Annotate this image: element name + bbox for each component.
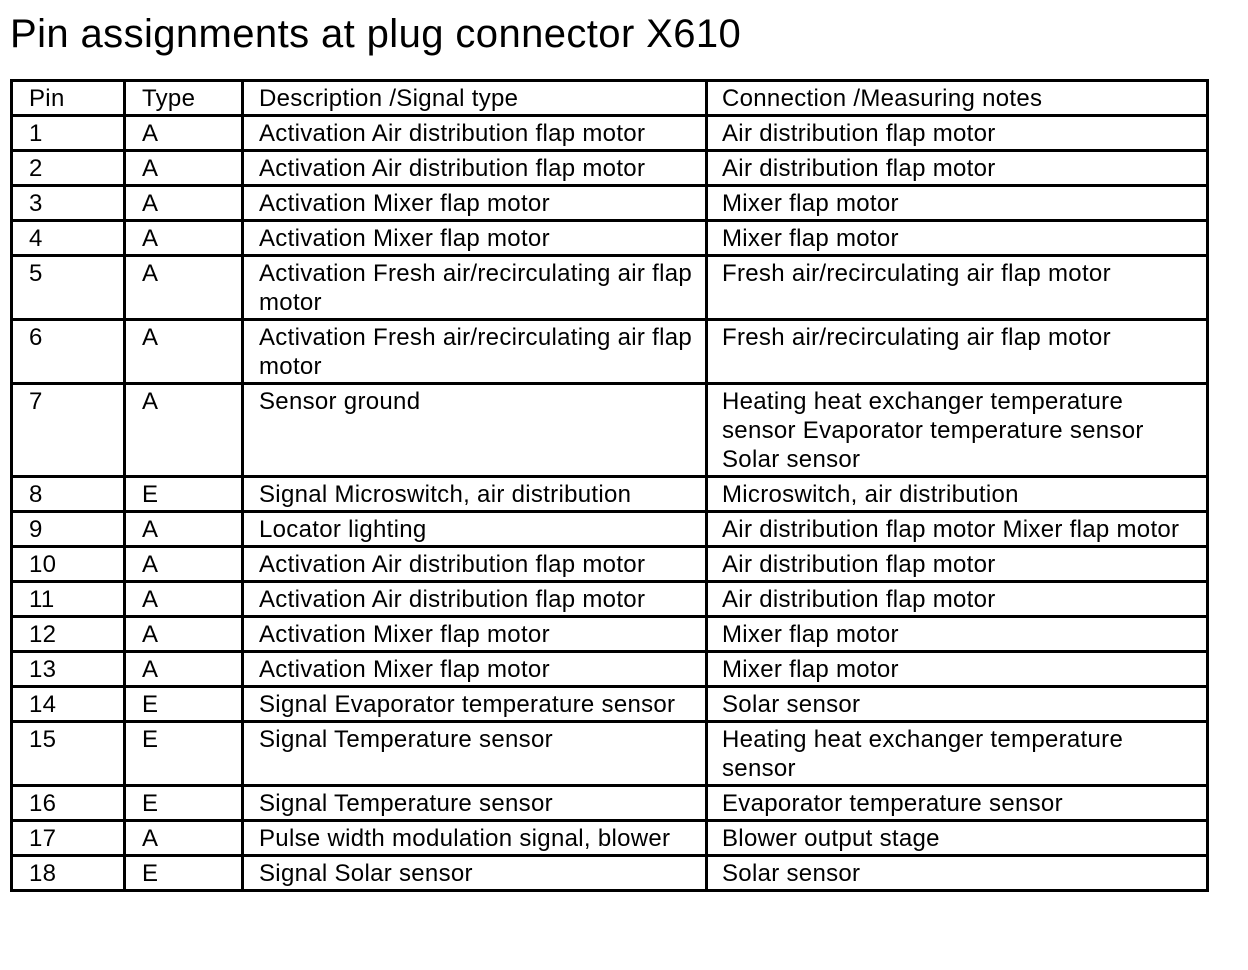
table-header-row [12,81,1208,116]
description-cell: Signal Evaporator temperature sensor [243,687,707,722]
type-cell: E [125,722,243,786]
description-cell: Activation Mixer flap motor [243,221,707,256]
description-cell: Activation Fresh air/recirculating air flap motor [243,256,707,320]
connection-cell: Evaporator temperature sensor [707,786,1208,821]
table-row [12,821,1208,856]
table-row [12,186,1208,221]
connection-cell: Air distribution flap motor [707,582,1208,617]
type-cell: A [125,384,243,477]
description-cell: Signal Temperature sensor [243,786,707,821]
description-cell: Signal Temperature sensor [243,722,707,786]
description-cell: Activation Mixer flap motor [243,617,707,652]
type-cell: A [125,547,243,582]
type-cell: A [125,221,243,256]
table-body [12,116,1208,891]
table-row [12,512,1208,547]
pin-cell: 9 [12,512,125,547]
table-row [12,687,1208,722]
connection-cell: Mixer flap motor [707,652,1208,687]
header-pin: Pin [12,81,125,116]
pin-cell: 18 [12,856,125,891]
description-cell: Pulse width modulation signal, blower [243,821,707,856]
description-cell: Activation Air distribution flap motor [243,151,707,186]
connection-cell: Air distribution flap motor [707,547,1208,582]
pin-cell: 12 [12,617,125,652]
type-cell: E [125,687,243,722]
connection-cell: Fresh air/recirculating air flap motor [707,256,1208,320]
description-cell: Activation Mixer flap motor [243,186,707,221]
connection-cell: Fresh air/recirculating air flap motor [707,320,1208,384]
description-cell: Sensor ground [243,384,707,477]
connection-cell: Air distribution flap motor [707,116,1208,151]
pin-cell: 7 [12,384,125,477]
table-row [12,320,1208,384]
description-cell: Signal Microswitch, air distribution [243,477,707,512]
type-cell: A [125,512,243,547]
description-cell: Activation Air distribution flap motor [243,116,707,151]
type-cell: A [125,821,243,856]
connection-cell: Heating heat exchanger temperature sensor [707,722,1208,786]
connection-cell: Solar sensor [707,687,1208,722]
type-cell: A [125,151,243,186]
connection-cell: Mixer flap motor [707,221,1208,256]
description-cell: Locator lighting [243,512,707,547]
page-title: Pin assignments at plug connector X610 [10,12,742,56]
pin-cell: 10 [12,547,125,582]
table-row [12,477,1208,512]
table-row [12,116,1208,151]
header-description: Description /Signal type [243,81,707,116]
table-row [12,151,1208,186]
pin-cell: 14 [12,687,125,722]
pin-cell: 4 [12,221,125,256]
type-cell: A [125,320,243,384]
connection-cell: Heating heat exchanger temperature sensor Evaporator temperature sensor Solar sensor [707,384,1208,477]
type-cell: A [125,186,243,221]
connection-cell: Air distribution flap motor [707,151,1208,186]
table-row [12,384,1208,477]
pin-cell: 6 [12,320,125,384]
type-cell: E [125,786,243,821]
pin-cell: 1 [12,116,125,151]
connection-cell: Solar sensor [707,856,1208,891]
connection-cell: Blower output stage [707,821,1208,856]
connection-cell: Microswitch, air distribution [707,477,1208,512]
table-row [12,722,1208,786]
connection-cell: Air distribution flap motor Mixer flap motor [707,512,1208,547]
connection-cell: Mixer flap motor [707,617,1208,652]
description-cell: Signal Solar sensor [243,856,707,891]
type-cell: A [125,116,243,151]
table-row [12,786,1208,821]
pin-cell: 3 [12,186,125,221]
header-type: Type [125,81,243,116]
type-cell: A [125,582,243,617]
pin-cell: 8 [12,477,125,512]
table-row [12,652,1208,687]
table-row [12,256,1208,320]
pin-cell: 2 [12,151,125,186]
table-row [12,221,1208,256]
type-cell: A [125,652,243,687]
pin-assignment-table [10,79,1209,892]
header-connection: Connection /Measuring notes [707,81,1208,116]
pin-cell: 11 [12,582,125,617]
type-cell: E [125,477,243,512]
table-row [12,547,1208,582]
pin-cell: 13 [12,652,125,687]
pin-cell: 5 [12,256,125,320]
pin-cell: 17 [12,821,125,856]
description-cell: Activation Mixer flap motor [243,652,707,687]
type-cell: A [125,256,243,320]
table-row [12,617,1208,652]
description-cell: Activation Air distribution flap motor [243,582,707,617]
pin-cell: 16 [12,786,125,821]
description-cell: Activation Air distribution flap motor [243,547,707,582]
table-row [12,856,1208,891]
description-cell: Activation Fresh air/recirculating air flap motor [243,320,707,384]
connection-cell: Mixer flap motor [707,186,1208,221]
table-row [12,582,1208,617]
type-cell: A [125,617,243,652]
type-cell: E [125,856,243,891]
pin-cell: 15 [12,722,125,786]
